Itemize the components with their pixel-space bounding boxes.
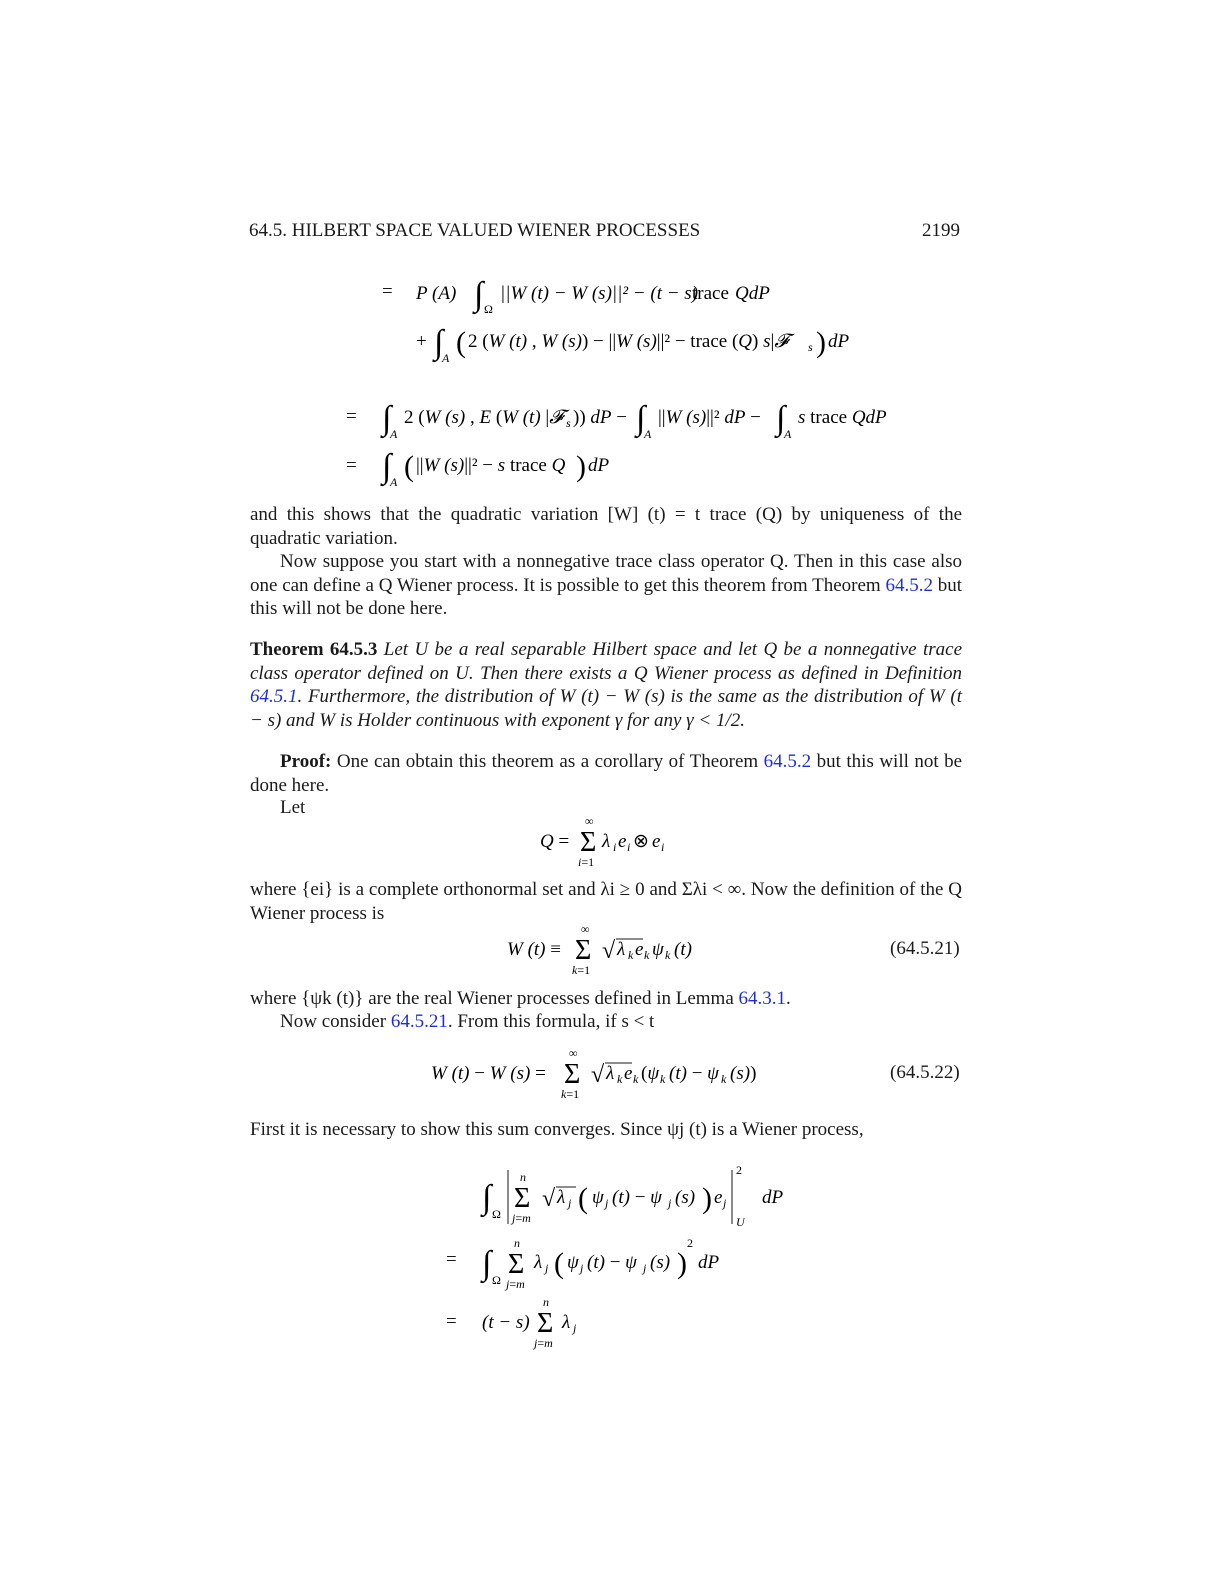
svg-text:√: √ [602, 938, 616, 964]
svg-text:√: √ [542, 1186, 556, 1212]
proof-text: One can obtain this theorem as a corollary of Theorem [336, 751, 759, 772]
svg-text:∫: ∫ [382, 448, 392, 485]
svg-text:∫: ∫ [482, 1179, 492, 1216]
svg-text:QdP: QdP [735, 283, 770, 304]
paragraph-text: . From this formula, if s < t [447, 1011, 655, 1032]
svg-text:k: k [644, 948, 650, 962]
page-number: 2199 [922, 220, 960, 241]
svg-text:s: s [566, 416, 571, 430]
svg-text:s trace QdP: s trace QdP [798, 407, 887, 428]
paragraph-text: where {ψk (t)} are the real Wiener processes defined in Lemma [250, 988, 734, 1009]
svg-text:Ω: Ω [484, 302, 493, 316]
svg-text:λ: λ [602, 831, 611, 852]
paragraph-convergence: First it is necessary to show this sum converges. Since ψj (t) is a Wiener process, [250, 1119, 864, 1140]
svg-text:∞: ∞ [585, 814, 594, 828]
svg-text:λ: λ [562, 1312, 571, 1333]
definition-link[interactable]: 64.5.1 [250, 686, 298, 708]
svg-text:(s): (s) [675, 1187, 696, 1208]
svg-text:(t): (t) [674, 939, 692, 960]
svg-text:2 (W (t) , W (s)) − ||W (s)||²: 2 (W (t) , W (s)) − ||W (s)||² − trace (Q) s|𝓕 [468, 331, 789, 352]
equals-sign: = [446, 1249, 457, 1270]
svg-text:||W (s)||² dP −: ||W (s)||² dP − [658, 407, 761, 428]
svg-text:ψ: ψ [592, 1187, 604, 1208]
svg-text:(s)): (s)) [730, 1063, 757, 1084]
svg-text:(t) − ψ: (t) − ψ [612, 1187, 662, 1208]
running-header: 64.5. HILBERT SPACE VALUED WIENER PROCESSES [249, 220, 701, 241]
svg-text:2 (W (s) , E (W (t) |𝓕: 2 (W (s) , E (W (t) |𝓕 [404, 407, 564, 428]
svg-text:λ: λ [606, 1063, 615, 1084]
svg-text:W (t) ≡: W (t) ≡ [507, 939, 561, 960]
svg-text:): ) [702, 1182, 712, 1215]
svg-text:(s): (s) [650, 1252, 671, 1273]
svg-text:Q =: Q = [540, 831, 570, 852]
equation-norm-line-1-render [480, 1160, 800, 1232]
svg-text:(: ( [554, 1247, 564, 1280]
svg-text:dP: dP [698, 1252, 720, 1273]
svg-text:k: k [633, 1072, 639, 1086]
equation-Q-render [540, 812, 690, 872]
svg-text:2: 2 [687, 1236, 693, 1250]
svg-text:A: A [442, 351, 450, 365]
svg-text:||W (s)||² − s trace Q: ||W (s)||² − s trace Q [416, 455, 566, 476]
svg-text:i=1: i=1 [578, 855, 595, 869]
svg-text:W (t) − W (s) =: W (t) − W (s) = [431, 1063, 546, 1084]
svg-text:k: k [665, 948, 671, 962]
paragraph-consider [250, 1010, 962, 1034]
proof-text: but this will not be done here. [250, 751, 963, 796]
paragraph-orthonormal: where {ei} is a complete orthonormal set and λi ≥ 0 and Σλi < ∞. Now the definition of the Q Wiener process is [250, 879, 962, 924]
equation-difference-render [431, 1044, 791, 1106]
svg-text:ψ: ψ [652, 939, 664, 960]
svg-text:Σ: Σ [508, 1249, 525, 1280]
svg-text:j=m: j=m [506, 1277, 525, 1291]
svg-text:⊗: ⊗ [633, 831, 649, 852]
equation-number: (64.5.21) [890, 938, 960, 959]
paragraph-wiener-processes [250, 987, 962, 1011]
svg-text:n: n [543, 1295, 549, 1309]
svg-text:j=m: j=m [534, 1336, 553, 1350]
svg-text:(: ( [404, 450, 414, 483]
svg-text:∫: ∫ [482, 1245, 492, 1282]
svg-text:k: k [617, 1072, 623, 1086]
svg-text:Σ: Σ [514, 1183, 531, 1214]
svg-text:∞: ∞ [581, 922, 590, 936]
equals-sign: = [346, 455, 357, 476]
svg-text:i: i [661, 840, 665, 854]
svg-text:j=m: j=m [512, 1211, 531, 1225]
svg-text:j: j [668, 1196, 672, 1210]
svg-text:λ: λ [557, 1187, 566, 1208]
svg-text:)) dP −: )) dP − [573, 407, 627, 428]
svg-text:A: A [784, 427, 792, 441]
svg-text:j: j [643, 1261, 647, 1275]
svg-text:k: k [721, 1072, 727, 1086]
equation-1-line-2-render [416, 320, 876, 366]
svg-text:i: i [627, 840, 631, 854]
svg-text:2: 2 [736, 1163, 742, 1177]
svg-text:e: e [652, 831, 661, 852]
svg-text:): ) [677, 1247, 687, 1280]
equation-1-line-1-render [416, 272, 786, 316]
svg-text:∞: ∞ [569, 1046, 578, 1060]
svg-text:∫: ∫ [474, 276, 484, 313]
svg-text:j: j [605, 1196, 609, 1210]
svg-text:dP: dP [828, 331, 850, 352]
equation-number: (64.5.22) [890, 1062, 960, 1083]
theorem-label: Theorem 64.5.3 [250, 639, 378, 660]
equals-sign: = [446, 1311, 457, 1332]
theorem-statement [250, 638, 962, 732]
equation-W-render [507, 920, 717, 980]
svg-text:λ: λ [617, 939, 626, 960]
paragraph-quadratic-variation: and this shows that the quadratic variation [W] (t) = t trace (Q) by uniqueness of the quadratic variation. [250, 504, 962, 549]
svg-text:√: √ [591, 1062, 605, 1088]
svg-text:e: e [618, 831, 627, 852]
proof-paragraph [250, 750, 962, 797]
svg-text:P (A): P (A) [416, 283, 457, 304]
svg-text:trace: trace [692, 283, 729, 304]
svg-text:||W (t) − W (s)||² − (t − s): ||W (t) − W (s)||² − (t − s) [500, 283, 699, 304]
svg-text:n: n [514, 1236, 520, 1250]
svg-text:ψ: ψ [567, 1252, 579, 1273]
svg-text:Σ: Σ [537, 1308, 554, 1339]
proof-label: Proof: [280, 751, 332, 772]
equation-2-line-1-render [380, 396, 900, 442]
svg-text:A: A [390, 475, 398, 489]
svg-text:dP: dP [588, 455, 610, 476]
svg-text:Σ: Σ [575, 935, 592, 966]
lemma-link[interactable]: 64.3.1 [738, 988, 786, 1009]
svg-text:Σ: Σ [580, 827, 597, 858]
svg-text:Σ: Σ [564, 1059, 581, 1090]
svg-text:+: + [416, 331, 427, 352]
equals-sign: = [346, 406, 357, 427]
svg-text:e: e [714, 1187, 723, 1208]
theorem-text: . Furthermore, the distribution of W (t) − W (s) is the same as the distribution of W (t − s) and W is Holder continuous with exponent γ for any γ < 1/2. [250, 686, 962, 731]
svg-text:A: A [644, 427, 652, 441]
svg-text:(ψ: (ψ [641, 1063, 660, 1084]
theorem-link[interactable]: 64.5.2 [763, 751, 812, 772]
svg-text:U: U [736, 1215, 745, 1229]
paragraph-text: Now consider [280, 1011, 387, 1032]
svg-text:k=1: k=1 [561, 1087, 580, 1101]
svg-text:n: n [520, 1170, 526, 1184]
svg-text:): ) [816, 326, 826, 359]
svg-text:Ω: Ω [492, 1273, 501, 1287]
svg-text:(t − s): (t − s) [482, 1312, 530, 1333]
paragraph-text: Now suppose you start with a nonnegative trace class operator Q. Then in this case also one can define a Q Wiener process. It is possible to get this theorem from Theorem [250, 551, 962, 596]
svg-text:A: A [390, 427, 398, 441]
svg-text:i: i [613, 840, 617, 854]
svg-text:∫: ∫ [434, 324, 444, 361]
theorem-text: Let U be a real separable Hilbert space and let Q be a nonnegative trace class operator defined on U. Then there exists a Q Wiener process as defined in Definition [250, 639, 963, 684]
svg-text:j: j [573, 1321, 577, 1335]
svg-text:k=1: k=1 [572, 963, 591, 977]
svg-text:dP: dP [762, 1187, 784, 1208]
let-text: Let [280, 797, 306, 818]
svg-text:j: j [568, 1196, 572, 1210]
svg-text:Ω: Ω [492, 1207, 501, 1221]
svg-text:): ) [576, 450, 586, 483]
svg-text:j: j [580, 1261, 584, 1275]
svg-text:e: e [624, 1063, 633, 1084]
svg-text:(t) − ψ: (t) − ψ [587, 1252, 637, 1273]
paragraph-trace-class [250, 550, 962, 621]
equation-link[interactable]: 64.5.21 [390, 1011, 448, 1032]
svg-text:∫: ∫ [636, 400, 646, 437]
svg-text:s: s [808, 340, 813, 354]
svg-text:(t) − ψ: (t) − ψ [669, 1063, 719, 1084]
svg-text:j: j [723, 1196, 727, 1210]
equation-norm-line-3-render [480, 1292, 610, 1354]
equation-2-line-2-render [380, 444, 640, 492]
svg-text:e: e [635, 939, 644, 960]
theorem-link[interactable]: 64.5.2 [885, 574, 933, 596]
svg-text:j: j [545, 1261, 549, 1275]
svg-text:(: ( [578, 1182, 588, 1215]
paragraph-text: . [786, 988, 791, 1009]
svg-text:k: k [660, 1072, 666, 1086]
paragraph-text: but this will not be done here. [250, 574, 963, 620]
svg-text:∫: ∫ [382, 400, 392, 437]
svg-text:λ: λ [534, 1252, 543, 1273]
svg-text:(: ( [456, 326, 466, 359]
equation-norm-line-2-render [480, 1228, 760, 1294]
svg-text:∫: ∫ [776, 400, 786, 437]
equals-sign: = [382, 281, 393, 302]
svg-text:k: k [628, 948, 634, 962]
